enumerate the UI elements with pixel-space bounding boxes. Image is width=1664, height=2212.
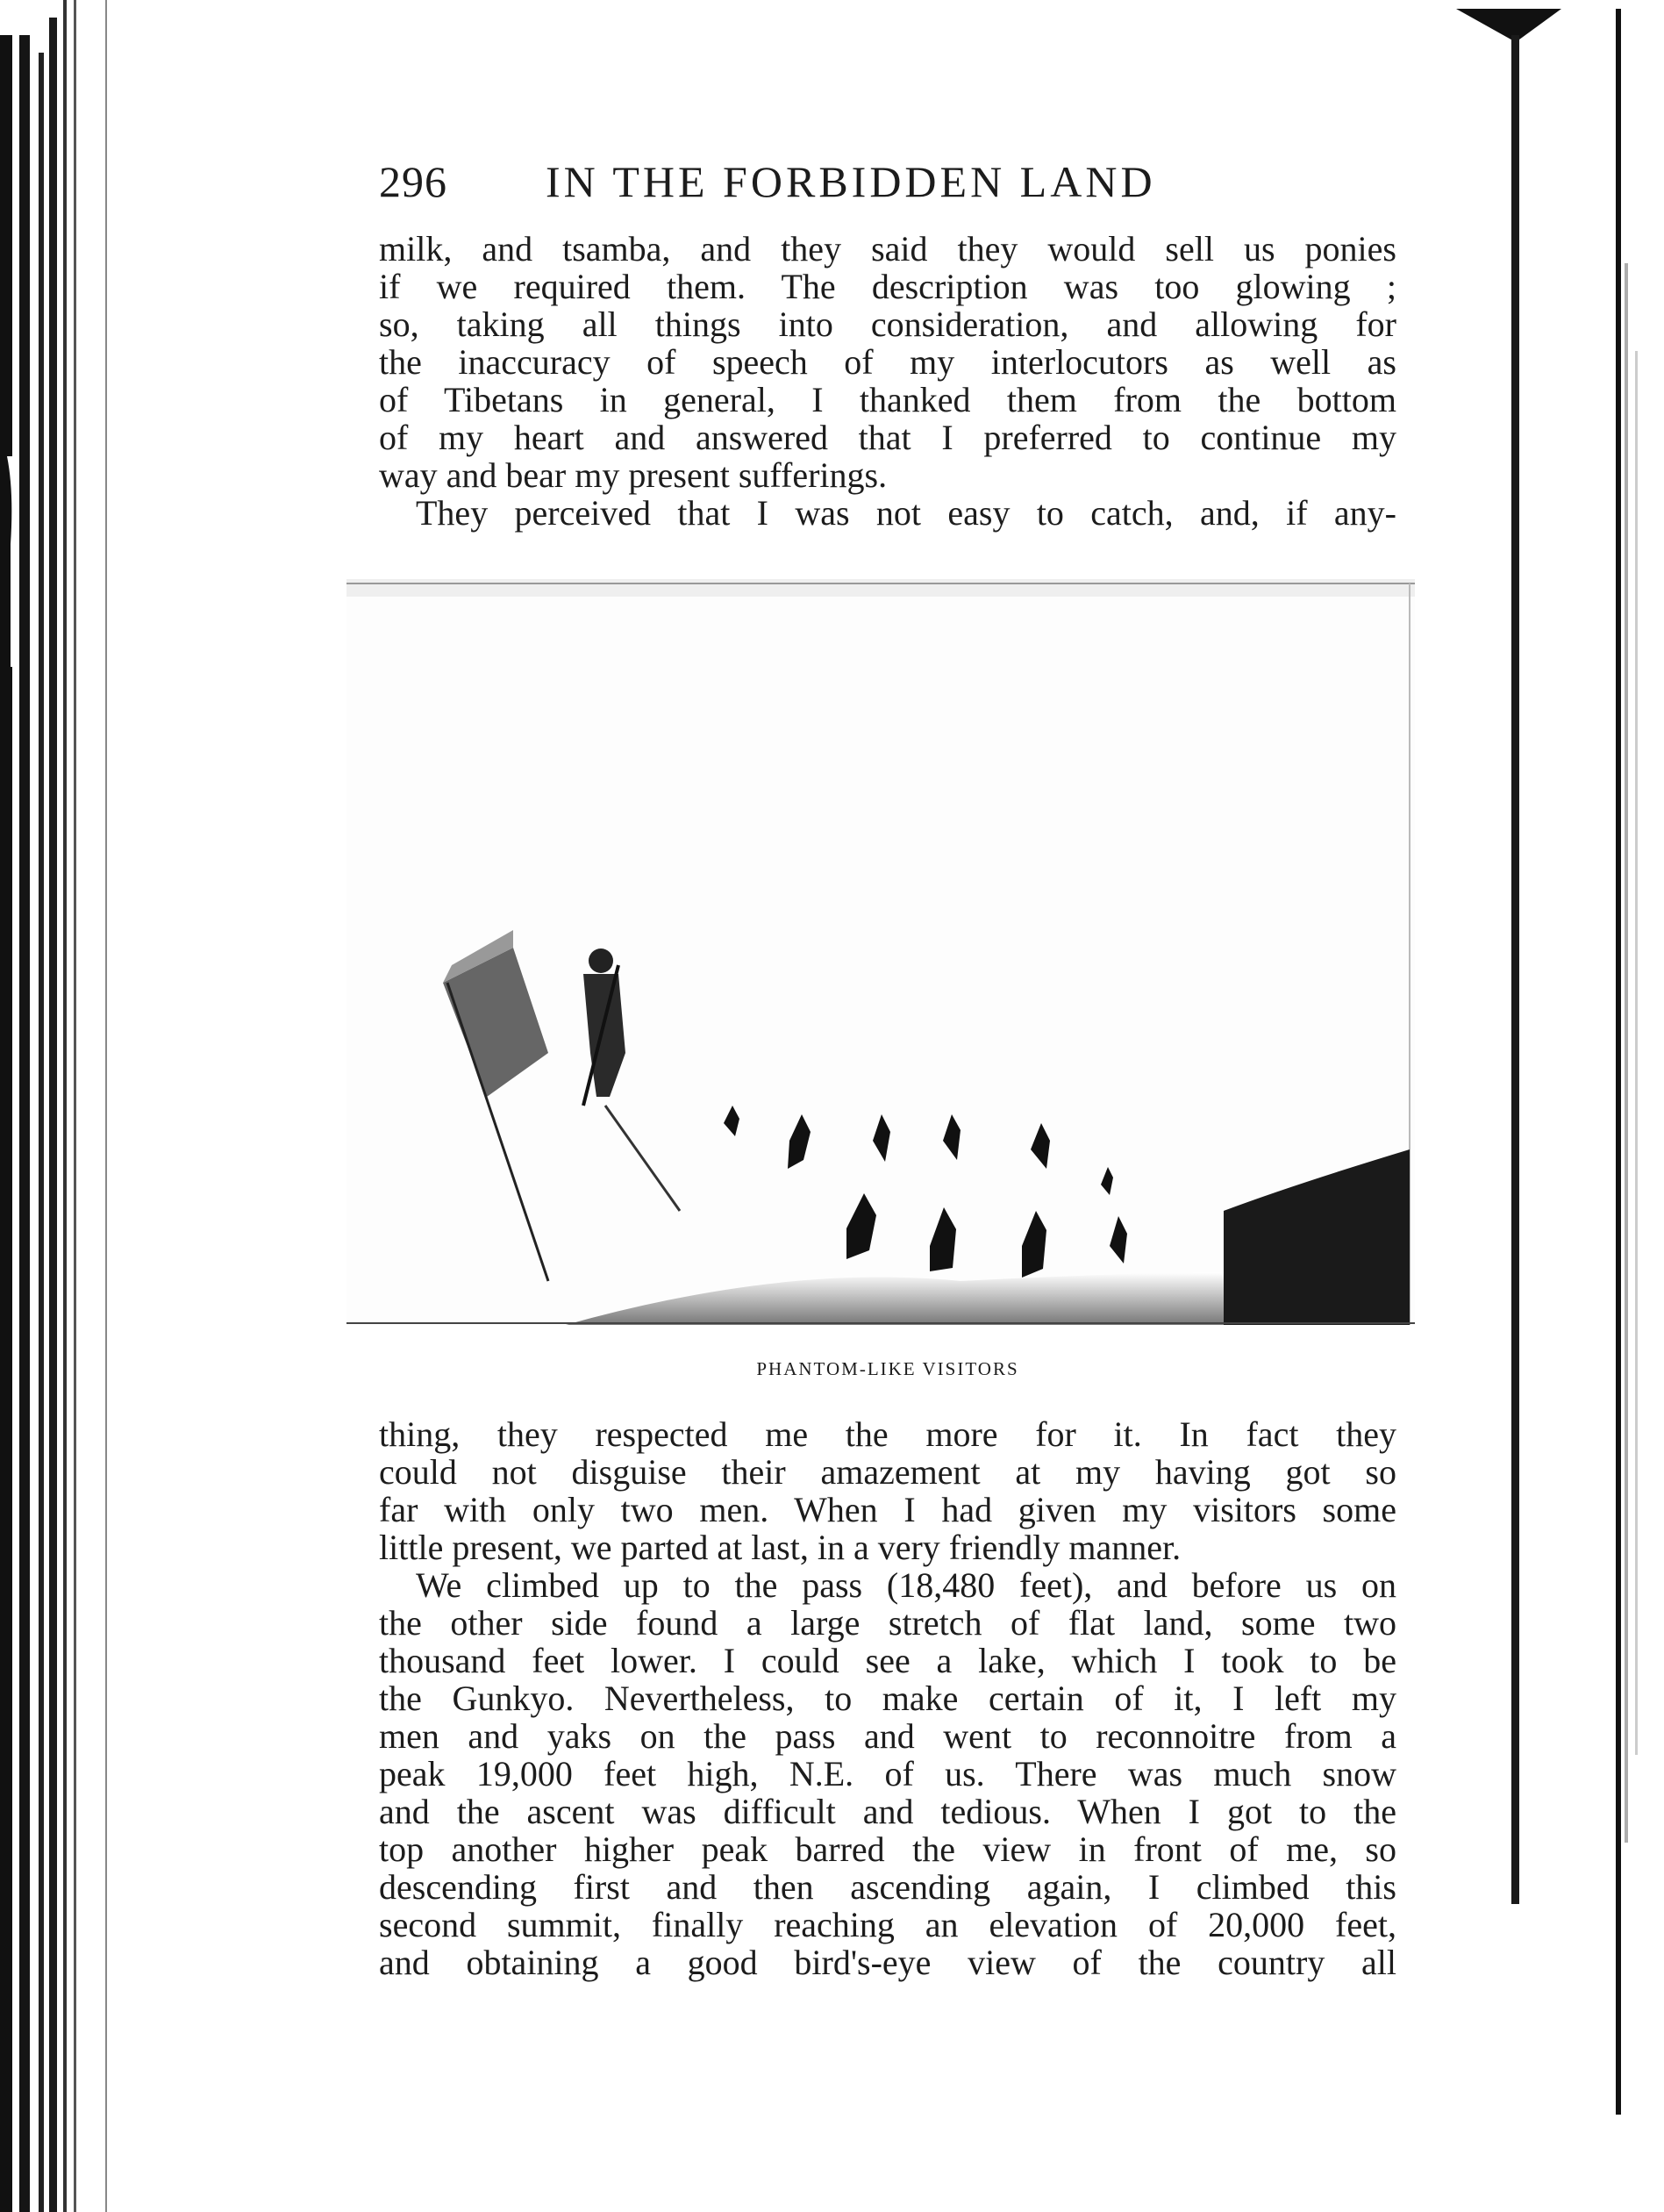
text-line: way and bear my present sufferings.	[379, 455, 888, 495]
text-line: could not disguise their amazement at my having got so	[379, 1452, 1396, 1492]
text-line: milk, and tsamba, and they said they would sell us ponies	[379, 229, 1396, 268]
text-line: and the ascent was difficult and tedious. When I got to the	[379, 1792, 1396, 1831]
triangle-marker-icon	[1456, 9, 1561, 42]
text-line: the Gunkyo. Nevertheless, to make certain of it, I left my	[379, 1679, 1396, 1718]
text-line: thousand feet lower. I could see a lake, which I took to be	[379, 1641, 1396, 1680]
text-line: little present, we parted at last, in a very friendly manner.	[379, 1528, 1182, 1567]
page-number: 296	[379, 157, 447, 206]
binding-edge	[0, 0, 123, 2212]
text-block-top	[379, 230, 1396, 532]
text-line: top another higher peak barred the view in front of me, so	[379, 1829, 1396, 1869]
text-line: second summit, finally reaching an elevation of 20,000 feet,	[379, 1905, 1396, 1944]
text-line: We climbed up to the pass (18,480 feet), and before us on	[416, 1565, 1396, 1605]
text-line: of my heart and answered that I preferred to continue my	[379, 418, 1396, 457]
text-line: They perceived that I was not easy to catch, and, if any-	[416, 493, 1396, 533]
text-line: of Tibetans in general, I thanked them from the bottom	[379, 380, 1396, 419]
text-line: the inaccuracy of speech of my interlocutors as well as	[379, 342, 1396, 382]
illustration-photo	[346, 579, 1415, 1325]
text-line: and obtaining a good bird's-eye view of the country all	[379, 1943, 1396, 1982]
figure-caption: PHANTOM-LIKE VISITORS	[756, 1358, 1019, 1379]
text-line: peak 19,000 feet high, N.E. of us. There was much snow	[379, 1754, 1396, 1793]
text-line: so, taking all things into consideration, and allowing for	[379, 304, 1396, 344]
text-line: far with only two men. When I had given my visitors some	[379, 1490, 1396, 1529]
text-line: thing, they respected me the more for it. In fact they	[379, 1414, 1396, 1454]
page-header	[379, 156, 1396, 218]
running-title: IN THE FORBIDDEN LAND	[546, 157, 1156, 206]
text-line: descending first and then ascending again, I climbed this	[379, 1867, 1396, 1907]
text-line: the other side found a large stretch of flat land, some two	[379, 1603, 1396, 1643]
text-block-bottom	[379, 1415, 1396, 1981]
text-line: if we required them. The description was too glowing ;	[379, 267, 1396, 306]
text-line: men and yaks on the pass and went to reconnoitre from a	[379, 1716, 1396, 1756]
